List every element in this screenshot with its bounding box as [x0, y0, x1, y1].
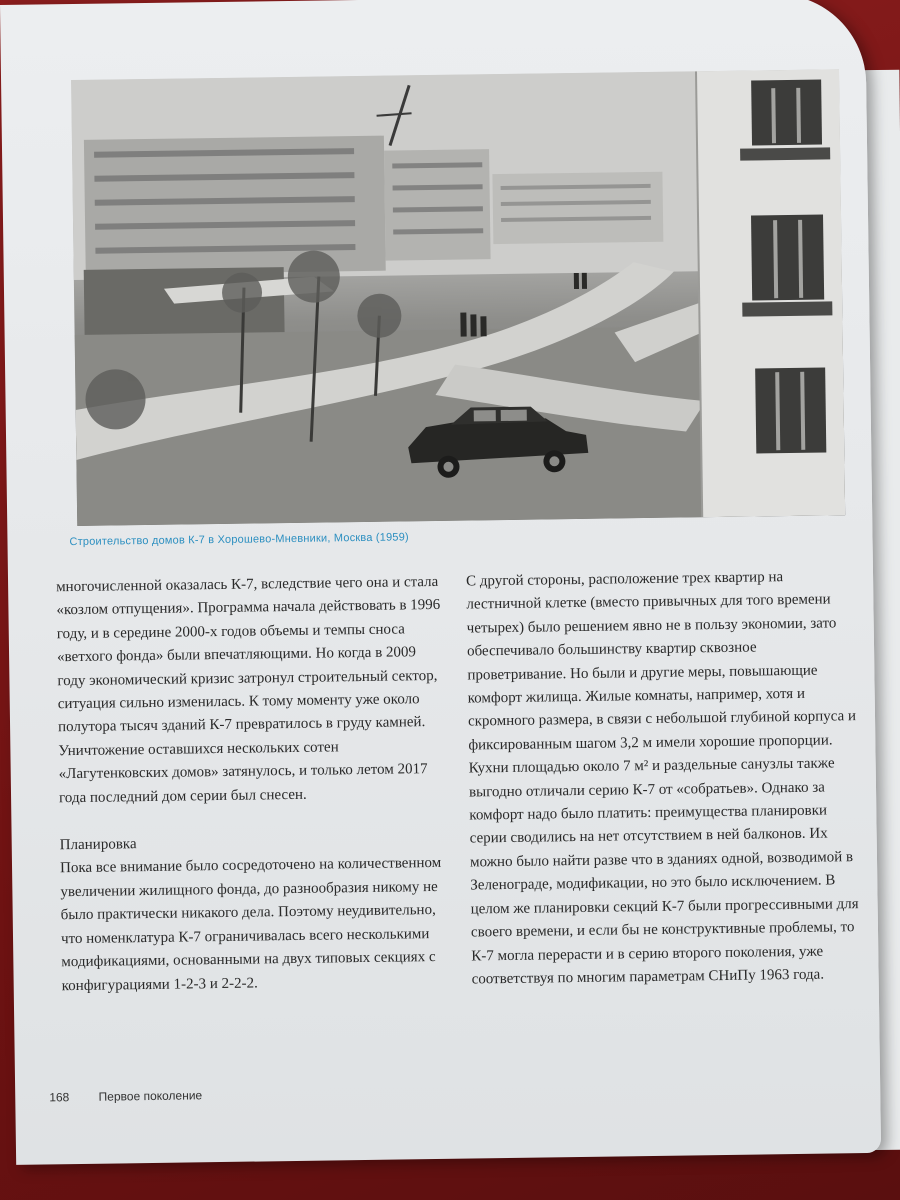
- page-footer: [49, 1088, 202, 1104]
- left-paragraph-2: Пока все внимание было сосредоточено на количественном увеличении жилищного фонда, до разнообразия никому не было практически никакого дела. Поэтому неудивительно, что номенклатура К-7 ограничивалась всего несколькими модификациями, основанными на двух типовых секциях с конфигурациями 1-2-3 и 2-2-2.: [59, 855, 442, 994]
- left-paragraph-1: многочисленной оказалась К-7, вследствие чего она и стала «козлом отпущения». Программа начала действовать в 1996 году, и в середине 2000-х годов объемы и темпы сноса «ветхого фонда» были впечатляющими. Но когда в 2009 году экономический кризис затронул строительный сектор, ситуация сильно изменилась. К тому моменту уже около полутора тысяч зданий К-7 превратилось в груду камней. Уничтожение оставшихся нескольких сотен «Лагутенковских домов» затянулось, и только летом 2017 года последний дом серии был снесен.: [56, 573, 441, 806]
- right-text-column: [466, 565, 864, 992]
- section-heading: Планировка: [59, 836, 137, 854]
- running-section-title: Первое поколение: [98, 1088, 203, 1104]
- archival-photo: [71, 69, 845, 526]
- page-number: 168: [49, 1090, 70, 1105]
- left-text-column: [56, 571, 450, 998]
- photo-caption: Строительство домов К-7 в Хорошево-Мневники, Москва (1959): [69, 531, 409, 549]
- photo-illustration: [71, 69, 845, 526]
- right-paragraph-1: С другой стороны, расположение трех квартир на лестничной клетке (вместо привычных для того времени четырех) было решением явно не в пользу экономии, зато обеспечивало большинству квартир сквозное проветривание. Но были и другие меры, повышающие комфорт жилища. Жилые комнаты, например, хотя и скромного размера, в связи с небольшой глубиной корпуса и фиксированным шагом 3,2 м имели хорошие пропорции. Кухни площадью около 7 м² и раздельные санузлы также выгодно отличали серию К-7 от «собратьев». Однако за комфорт надо было платить: преимущества планировки серии сводились на нет отсутствием в ней балконов. Их можно было найти разве что в зданиях одной, возводимой в Зеленограде, модификации, но это было исключением. В целом же планировки секций К-7 были прогрессивными для своего времени, и если бы не конструктивные проблемы, то К-7 могла перерасти и в серию второго поколения, уже соответствуя по многим параметрам СНиПу 1963 года.: [465, 569, 859, 988]
